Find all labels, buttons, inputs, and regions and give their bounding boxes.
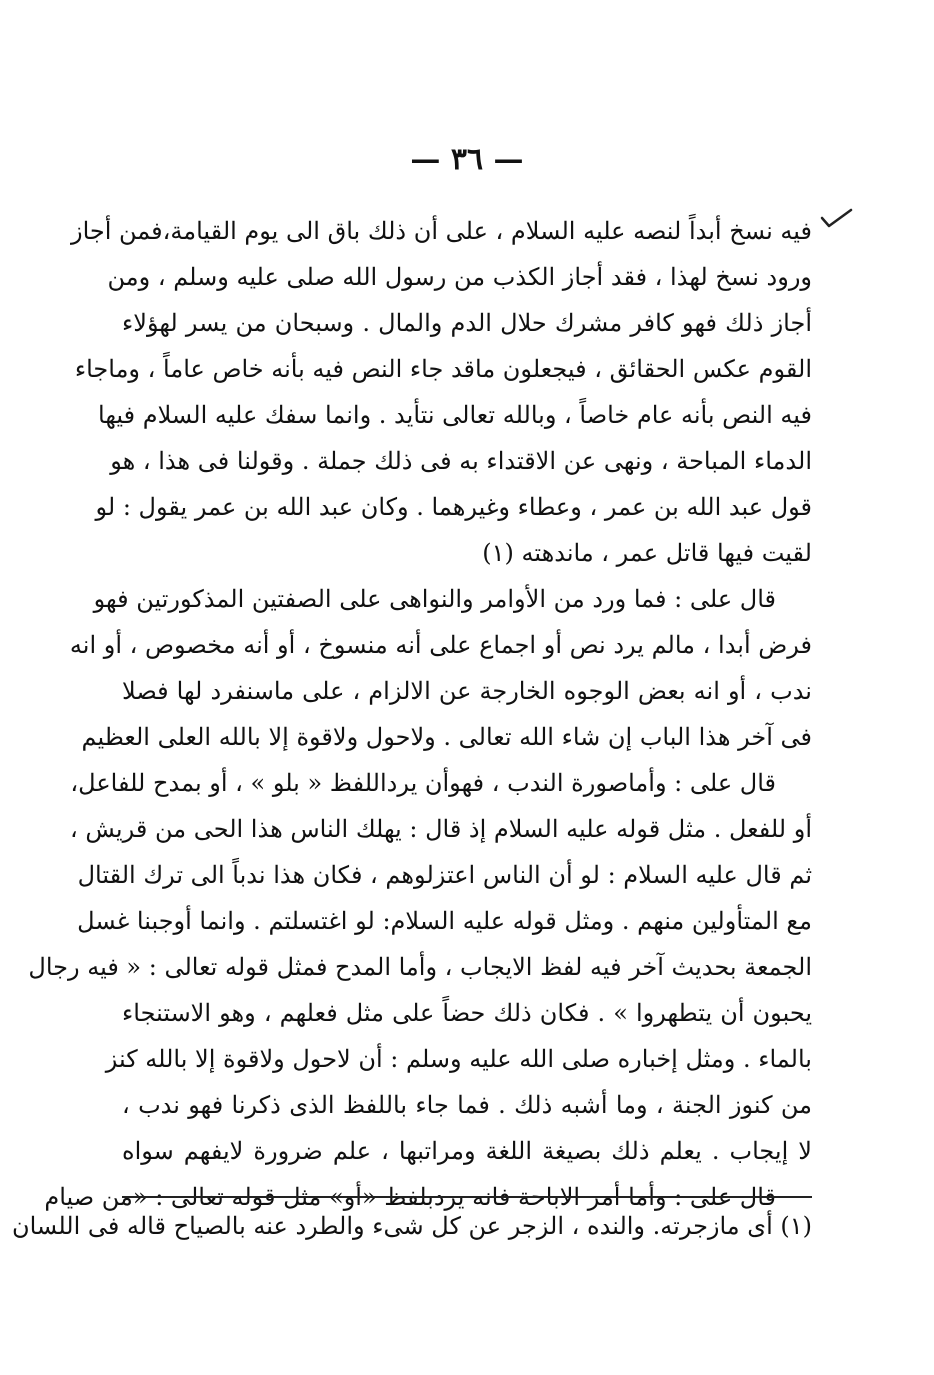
text-line: يحبون أن يتطهروا » . فكان ذلك حضاً على مثل فعلهم ، وهو الاستنجاء <box>122 999 812 1027</box>
text-line: قال على : وأماصورة الندب ، فهوأن يرداللفظ « بلو » ، أو بمدح للفاعل، <box>70 769 776 797</box>
text-line: القوم عكس الحقائق ، فيجعلون ماقد جاء النص فيه بأنه خاص عاماً ، وماجاء <box>74 355 812 383</box>
text-line: ثم قال عليه السلام : لو أن الناس اعتزلوهم ، فكان هذا ندباً الى ترك القتال <box>77 861 812 889</box>
check-mark-icon <box>820 206 854 234</box>
text-line: فيه نسخ أبداً لنصه عليه السلام ، على أن ذلك باق الى يوم القيامة،فمن أجاز <box>71 217 812 245</box>
text-line: قول عبد الله بن عمر ، وعطاء وغيرهما . وكان عبد الله بن عمر يقول : لو <box>95 493 812 521</box>
text-line: لقيت فيها قاتل عمر ، ماندهته (١) <box>482 539 812 567</box>
main-text <box>28 208 812 1220</box>
text-line: الجمعة بحديث آخر فيه لفظ الايجاب ، وأما المدح فمثل قوله تعالى : « فيه رجال <box>28 953 812 981</box>
page-number: — ٣٦ — <box>410 142 524 177</box>
footnote-divider <box>122 1196 812 1198</box>
text-line: قال على : وأما أمر الاباحة فانه يردبلفظ «أو» مثل قوله تعالى : «من صيام <box>44 1183 776 1211</box>
footnote: (١) أى مازجرته. والنده ، الزجر عن كل شىء والطرد عنه بالصياح قاله فى اللسان <box>11 1212 812 1240</box>
text-line: الدماء المباحة ، ونهى عن الاقتداء به فى ذلك جملة . وقولنا فى هذا ، هو <box>110 447 812 475</box>
text-line: من كنوز الجنة ، وما أشبه ذلك . فما جاء باللفظ الذى ذكرنا فهو ندب ، <box>122 1091 812 1119</box>
text-line: ورود نسخ لهذا ، فقد أجاز الكذب من رسول الله صلى عليه وسلم ، ومن <box>107 263 812 291</box>
text-line: بالماء . ومثل إخباره صلى الله عليه وسلم : أن لاحول ولاقوة إلا بالله كنز <box>105 1045 812 1073</box>
text-line: فرض أبدا ، مالم يرد نص أو اجماع على أنه منسوخ ، أو أنه مخصوص ، أو انه <box>69 631 812 659</box>
text-line: فيه النص بأنه عام خاصاً ، وبالله تعالى نتأيد . وانما سفك عليه السلام فيها <box>98 401 812 429</box>
text-line: لا إيجاب . يعلم ذلك بصيغة اللغة ومراتبها ، علم ضرورة لايفهم سواه <box>122 1137 812 1165</box>
text-line: فى آخر هذا الباب إن شاء الله تعالى . ولاحول ولاقوة إلا بالله العلى العظيم <box>81 723 812 751</box>
text-line: أجاز ذلك فهو كافر مشرك حلال الدم والمال . وسبحان من يسر لهؤلاء <box>122 309 812 337</box>
text-line: أو للفعل . مثل قوله عليه السلام إذ قال : يهلك الناس هذا الحى من قريش ، <box>69 815 812 843</box>
text-line: مع المتأولين منهم . ومثل قوله عليه السلام: لو اغتسلتم . وانما أوجبنا غسل <box>77 907 812 935</box>
text-line: ندب ، أو انه بعض الوجوه الخارجة عن الالزام ، على ماسنفرد لها فصلا <box>122 677 812 705</box>
text-line: قال على : فما ورد من الأوامر والنواهى على الصفتين المذكورتين فهو <box>93 585 776 613</box>
